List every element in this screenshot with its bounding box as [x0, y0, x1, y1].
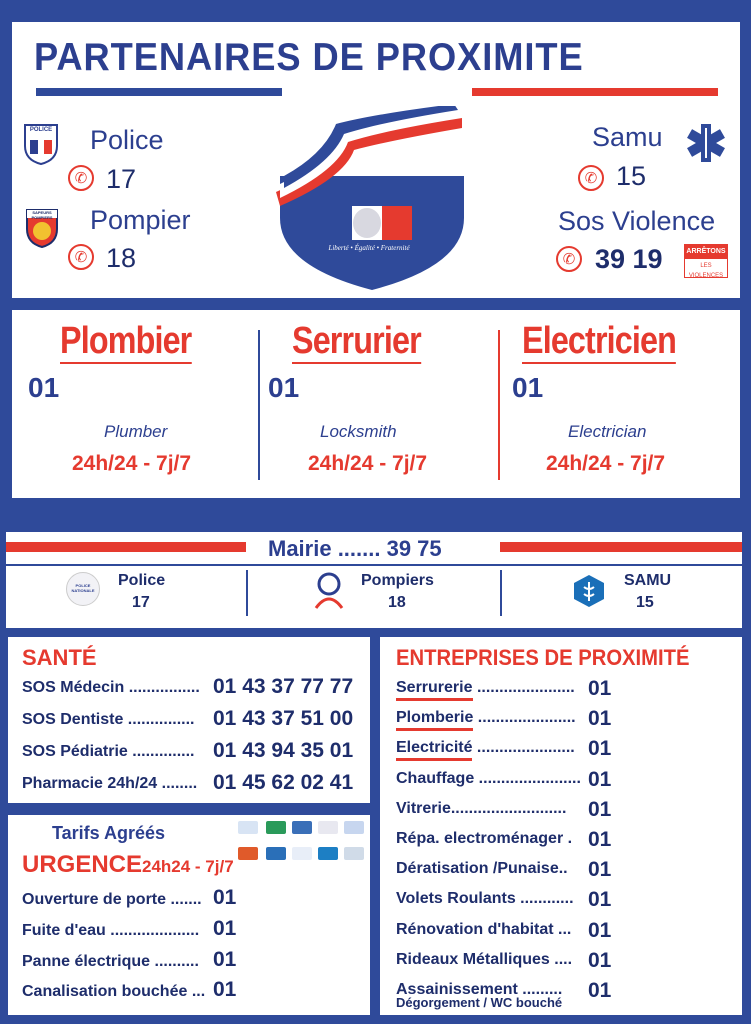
sos-violence-number: 39 19	[595, 244, 663, 274]
entreprise-row	[396, 739, 575, 761]
divider	[498, 330, 500, 480]
divider	[258, 330, 260, 480]
insurer-logo	[344, 847, 364, 860]
sante-row-label: SOS Dentiste ...............	[22, 711, 195, 728]
urgence-row-label: Panne électrique ..........	[22, 953, 199, 970]
mairie-line-red-left	[6, 542, 246, 552]
entreprise-row-dots: .......................	[474, 769, 581, 787]
police-badge-text: POLICE	[29, 127, 53, 133]
entreprise-row-dots: ......................	[472, 739, 575, 757]
entreprise-row-dots: ...	[553, 920, 572, 938]
service-title-plombier: Plombier	[60, 320, 192, 362]
violences-badge	[684, 244, 728, 278]
entreprise-row-dots: ......................	[473, 709, 576, 727]
police-label: Police	[90, 125, 164, 155]
mairie-label: Mairie ....... 39 75	[268, 536, 442, 561]
service-english-plombier: Plumber	[104, 422, 168, 441]
entreprise-row-dots: ..........................	[450, 799, 567, 817]
entreprise-row	[396, 709, 576, 731]
service-code-electricien: 01	[512, 372, 544, 403]
entreprise-row	[396, 860, 568, 878]
service-code-plombier: 01	[28, 372, 60, 403]
entreprise-row-dots: .	[563, 830, 573, 847]
insurer-logo	[292, 847, 312, 860]
urgence-row-label: Fuite d'eau ....................	[22, 922, 200, 939]
entreprise-row-dots: .........	[517, 981, 563, 998]
entreprise-row-label: Electricité	[396, 739, 472, 761]
pompier-badge	[24, 207, 60, 249]
sos-violence-label: Sos Violence	[558, 206, 716, 236]
urgence-row-number: 01	[213, 886, 237, 909]
entreprise-row	[396, 890, 574, 908]
entreprise-row-number: 01	[588, 888, 612, 912]
entreprise-row	[396, 770, 581, 788]
insurer-logo	[266, 847, 286, 860]
service-hours-electricien: 24h/24 - 7j/7	[546, 452, 666, 475]
mairie-line-red-right	[500, 542, 742, 552]
pompier-number: 18	[106, 243, 137, 273]
entreprises-last-sub: Dégorgement / WC bouché	[396, 995, 563, 1010]
samu-number: 15	[616, 161, 647, 191]
pompier-label: Pompier	[90, 205, 191, 235]
entreprise-row-dots: ............	[515, 890, 574, 908]
entreprise-row-label: Répa. electroménager	[396, 830, 564, 847]
urgence-row-label: Canalisation bouchée ...	[22, 983, 206, 1000]
entreprise-row-label: Assainissement	[396, 981, 518, 998]
entreprise-row-dots: ..	[558, 860, 568, 878]
sante-row-number: 01 43 94 35 01	[213, 739, 354, 762]
entreprises-title: ENTREPRISES DE PROXIMITÉ	[396, 645, 690, 670]
phone-icon: ✆	[68, 244, 94, 270]
divider	[246, 570, 248, 616]
service-hours-serrurier: 24h/24 - 7j/7	[308, 452, 428, 475]
entreprise-row-label: Vitrerie	[396, 799, 451, 817]
sante-title: SANTÉ	[22, 645, 97, 670]
entreprise-row-dots: ......................	[472, 679, 575, 696]
service-title-electricien: Electricien	[522, 320, 677, 362]
entreprise-row	[396, 679, 575, 701]
entreprise-row	[396, 951, 572, 969]
insurer-logo	[318, 847, 338, 860]
entreprise-row-number: 01	[588, 858, 612, 882]
mairie-line-blue	[6, 564, 742, 566]
insurer-logo	[318, 821, 338, 834]
entreprise-row-number: 01	[588, 979, 612, 1002]
entreprise-row-label: Rénovation d'habitat	[396, 920, 554, 938]
service-english-serrurier: Locksmith	[320, 422, 397, 441]
entreprise-row-number: 01	[588, 707, 612, 731]
entreprise-row-label: Volets Roulants	[396, 890, 516, 908]
services-panel	[12, 310, 740, 498]
entreprise-row	[396, 800, 566, 818]
republic-emblem	[274, 106, 474, 292]
urgence-panel	[8, 815, 370, 1015]
quick-samu-label: SAMU	[624, 572, 672, 589]
sante-row-number: 01 43 37 51 00	[213, 707, 354, 730]
urgence-row-number: 01	[213, 917, 237, 940]
star-of-life-icon	[682, 122, 730, 164]
violences-badge-line1: ARRÊTONS	[685, 245, 727, 259]
entreprise-row-label: Dératisation /Punaise	[396, 860, 559, 878]
entreprise-row-number: 01	[588, 737, 612, 761]
samu-label: Samu	[592, 122, 663, 152]
urgence-title: URGENCE	[22, 851, 143, 878]
entreprise-row-label: Chauffage	[396, 769, 475, 787]
insurer-logo	[344, 821, 364, 834]
urgence-hours: 24h24 - 7j/7	[142, 857, 234, 876]
quick-police-label: Police	[118, 572, 166, 589]
sante-panel	[8, 637, 370, 803]
entreprise-row-number: 01	[588, 828, 612, 851]
title-underline-blue	[36, 88, 282, 96]
violences-badge-line2: LES VIOLENCES	[688, 263, 724, 279]
service-hours-plombier: 24h/24 - 7j/7	[72, 452, 192, 475]
urgence-row-number: 01	[213, 978, 237, 1001]
entreprise-row-label: Serrurerie	[396, 679, 473, 701]
tarifs-label: Tarifs Agréés	[52, 823, 166, 843]
entreprise-row-label: Plomberie	[396, 709, 473, 731]
phone-icon: ✆	[578, 165, 604, 191]
insurer-logo	[238, 847, 258, 860]
service-code-serrurier: 01	[268, 372, 300, 403]
samu-logo-icon	[572, 574, 606, 608]
sante-row-number: 01 45 62 02 41	[213, 771, 354, 794]
insurer-logo	[266, 821, 286, 834]
phone-icon: ✆	[556, 246, 582, 272]
quick-pompiers-label: Pompiers	[361, 572, 434, 589]
top-panel	[12, 22, 740, 298]
urgence-row-number: 01	[213, 948, 237, 971]
sante-row-number: 01 43 37 77 77	[213, 675, 354, 698]
quick-police-number: 17	[132, 594, 150, 611]
entreprise-row-number: 01	[588, 677, 612, 700]
quick-pompiers-number: 18	[388, 594, 406, 611]
police-nationale-logo-text: POLICE NATIONALE	[71, 583, 95, 593]
phone-icon: ✆	[68, 165, 94, 191]
insurer-logo	[292, 821, 312, 834]
urgence-row-label: Ouverture de porte .......	[22, 891, 202, 908]
service-title-serrurier: Serrurier	[292, 320, 421, 362]
service-english-electricien: Electrician	[568, 422, 647, 441]
entreprises-panel	[380, 637, 742, 1015]
entreprise-row-number: 01	[588, 767, 612, 791]
divider	[500, 570, 502, 616]
entreprise-row-number: 01	[588, 948, 612, 972]
insurer-logo	[238, 821, 258, 834]
entreprise-row-dots: ....	[549, 950, 573, 968]
entreprise-row-label: Rideaux Métalliques	[396, 950, 550, 968]
police-badge	[22, 122, 60, 166]
entreprise-row-number: 01	[588, 918, 612, 942]
police-nationale-logo	[66, 572, 100, 606]
title-underline-red	[472, 88, 718, 96]
pompier-badge-text: SAPEURS POMPIERS	[31, 210, 53, 220]
entreprise-row	[396, 830, 572, 848]
sante-row-label: Pharmacie 24h/24 ........	[22, 775, 198, 792]
sante-row-label: SOS Médecin ................	[22, 679, 200, 696]
sante-row-label: SOS Pédiatrie ..............	[22, 743, 195, 760]
quick-samu-number: 15	[636, 594, 654, 611]
entreprise-row-number: 01	[588, 797, 612, 821]
police-number: 17	[106, 164, 137, 194]
mairie-panel	[6, 532, 742, 628]
emblem-motto: Liberté • Égalité • Fraternité	[328, 244, 410, 252]
pompiers-logo-icon	[312, 570, 346, 612]
entreprise-row	[396, 921, 571, 939]
page-title: PARTENAIRES DE PROXIMITE	[34, 36, 584, 79]
